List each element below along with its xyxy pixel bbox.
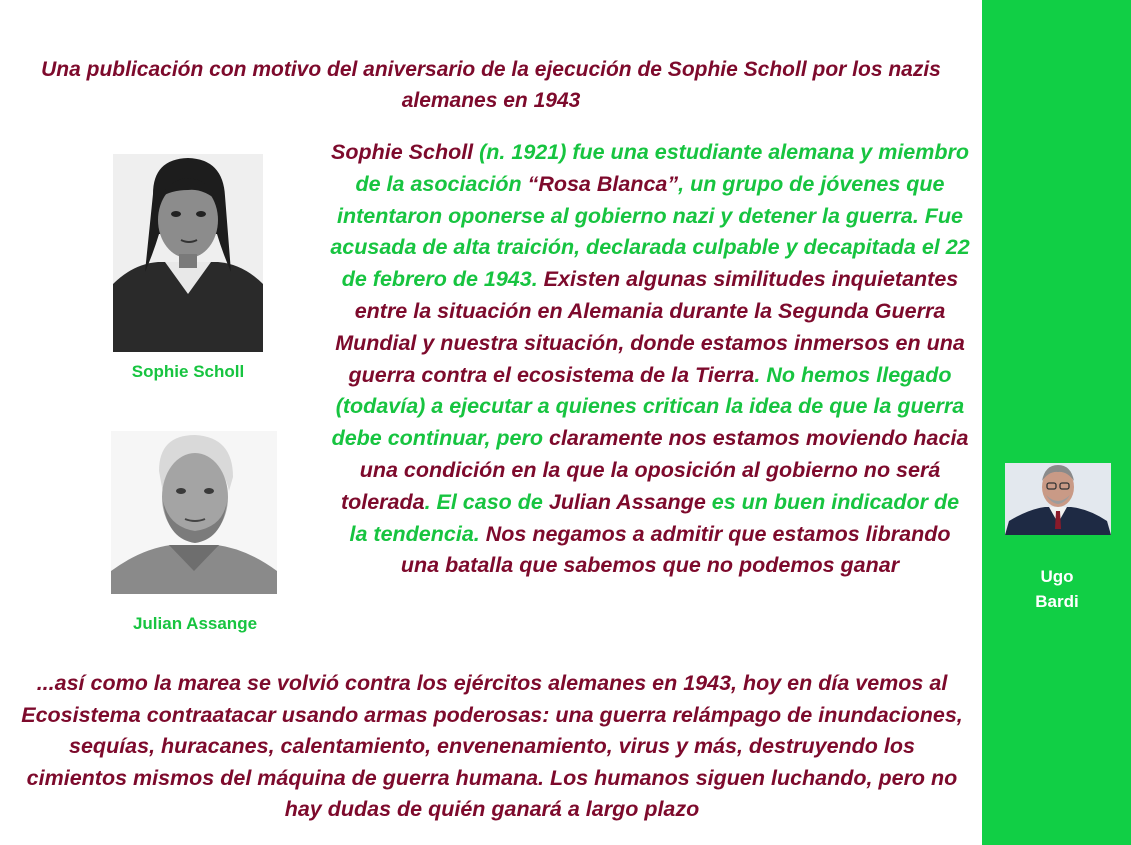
author-name: [1006, 564, 1108, 614]
body-segment-10: es un buen indicador de la tendencia.: [349, 489, 960, 546]
body-segment-1: Sophie Scholl: [331, 140, 474, 164]
body-segment-9: Julian Assange: [548, 489, 706, 514]
author-first-name: Ugo: [1040, 567, 1074, 586]
closing-paragraph: ...así como la marea se volvió contra los ejércitos alemanes en 1943, hoy en día vemos al Ecosistema contraatacar usando armas poderosas: una guerra relámpago de inundaciones, sequías, huracanes, calentamiento, envenenamiento, virus y más, destruyendo los cimientos mismos del máquina de guerra humana. Los humanos siguen luchando, pero no hay dudas de quién ganará a largo plazo: [21, 671, 963, 821]
body-segment-6: . No hemos llegado (todavía) a ejecutar a quienes critican la idea de que la guerra debe continuar, pero: [331, 362, 965, 451]
sophie-scholl-photo: [113, 154, 263, 352]
julian-assange-caption: Julian Assange: [132, 614, 258, 633]
body-segment-4: , un grupo de jóvenes que intentaron oponerse al gobierno nazi y detener la guerra. Fue acusada de alta traición, declarada culpable y decapitada el 22 de febrero de 1943.: [330, 171, 970, 292]
author-last-name: Bardi: [1035, 592, 1079, 611]
body-segment-11: Nos negamos a admitir que estamos librando una batalla que sabemos que no podemos ganar: [400, 521, 951, 578]
body-segment-2: (n. 1921) fue una estudiante alemana y miembro de la asociación: [355, 140, 969, 196]
sidebar-panel: [982, 0, 1131, 845]
julian-assange-photo: [111, 431, 277, 594]
body-segment-3: “Rosa Blanca”: [527, 171, 679, 196]
sophie-scholl-caption: Sophie Scholl: [131, 362, 245, 381]
body-segment-5: Existen algunas similitudes inquietantes entre la situación en Alemania durante la Segunda Guerra Mundial y nuestra situación, donde estamos inmersos en una guerra contra el ecosistema de la Tierra: [335, 267, 965, 387]
intro-heading: Una publicación con motivo del aniversario de la ejecución de Sophie Scholl por los nazis alemanes en 1943: [41, 58, 941, 112]
body-segment-8: . El caso de: [424, 489, 549, 514]
body-paragraph: [330, 137, 970, 582]
author-photo: [1005, 463, 1111, 535]
body-segment-7: claramente nos estamos moviendo hacia una condición en la que la oposición al gobierno no será tolerada: [340, 426, 969, 514]
